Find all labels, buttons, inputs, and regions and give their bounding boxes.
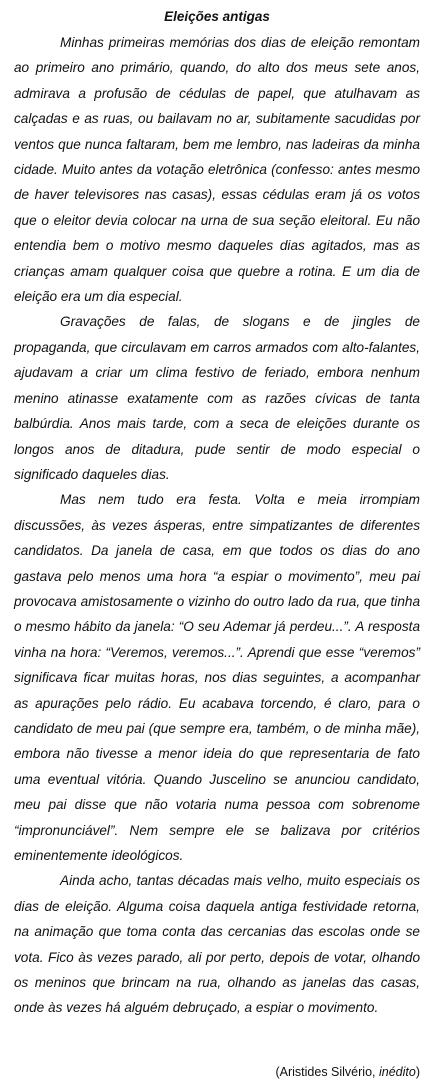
paragraph-1: Minhas primeiras memórias dos dias de eleição remontam ao primeiro ano primário, quando, do alto dos meus sete anos, admirava a profusão de cédulas de papel, que atulhavam as calçadas e as ruas, ou bailavam no ar, subitamente sacudidas por ventos que nunca faltaram, bem me lembro, nas ladeiras da minha cidade. Muito antes da votação eletrônica (confesso: antes mesmo de haver televisores nas casas), essas cédulas eram já os votos que o eleitor devia colocar na urna de sua seção eleitoral. Eu não entendia bem o motivo mesmo daqueles dias agitados, mas as crianças amam qualquer coisa que quebre a rotina. E um dia de eleição era um dia especial. [14, 35, 420, 305]
citation-author: Aristides Silvério, [279, 1065, 379, 1079]
citation-close-paren: ) [415, 1065, 420, 1079]
citation-open-paren: ( [275, 1065, 280, 1079]
document-title: Eleições antigas [164, 9, 270, 24]
source-citation [275, 1063, 420, 1081]
citation-work: inédito [378, 1065, 416, 1079]
paragraph-4: Ainda acho, tantas décadas mais velho, muito especiais os dias de eleição. Alguma coisa daquela antiga festividade retorna, na animação que toma conta das cercanias das escolas onde se vota. Fico às vezes parado, ali por perto, depois de votar, olhando os meninos que brincam na rua, olhando as janelas das casas, onde às vezes há alguém debruçado, a espiar o movimento. [14, 873, 420, 1016]
paragraph-3: Mas nem tudo era festa. Volta e meia irrompiam discussões, às vezes ásperas, entre simpatizantes de diferentes candidatos. Da janela de casa, em que todos os dias do ano gastava pelo menos uma hora “a espiar o movimento”, meu pai provocava amistosamente o vizinho do outro lado da rua, que tinha o mesmo hábito da janela: “O seu Ademar já perdeu...”. A resposta vinha na hora: “Veremos, veremos...”. Aprendi que esse “veremos” significava ficar muitas horas, nos dias seguintes, a acompanhar as apurações pelo rádio. Eu acabava torcendo, é claro, para o candidato de meu pai (que sempre era, também, o de minha mãe), embora não tivesse a menor ideia do que representaria de fato uma eventual vitória. Quando Juscelino se anunciou candidato, meu pai disse que não votaria numa pessoa com sobrenome “impronunciável”. Nem sempre ele se balizava por critérios eminentemente ideológicos. [14, 492, 420, 863]
paragraph-2: Gravações de falas, de slogans e de jingles de propaganda, que circulavam em carros armados com alto-falantes, ajudavam a criar um clima festivo de feriado, embora nenhum menino atinasse exatamente com as razões cívicas de tanta balbúrdia. Anos mais tarde, com a seca de eleições durante os longos anos de ditadura, pude sentir de modo especial o significado daqueles dias. [14, 314, 420, 482]
